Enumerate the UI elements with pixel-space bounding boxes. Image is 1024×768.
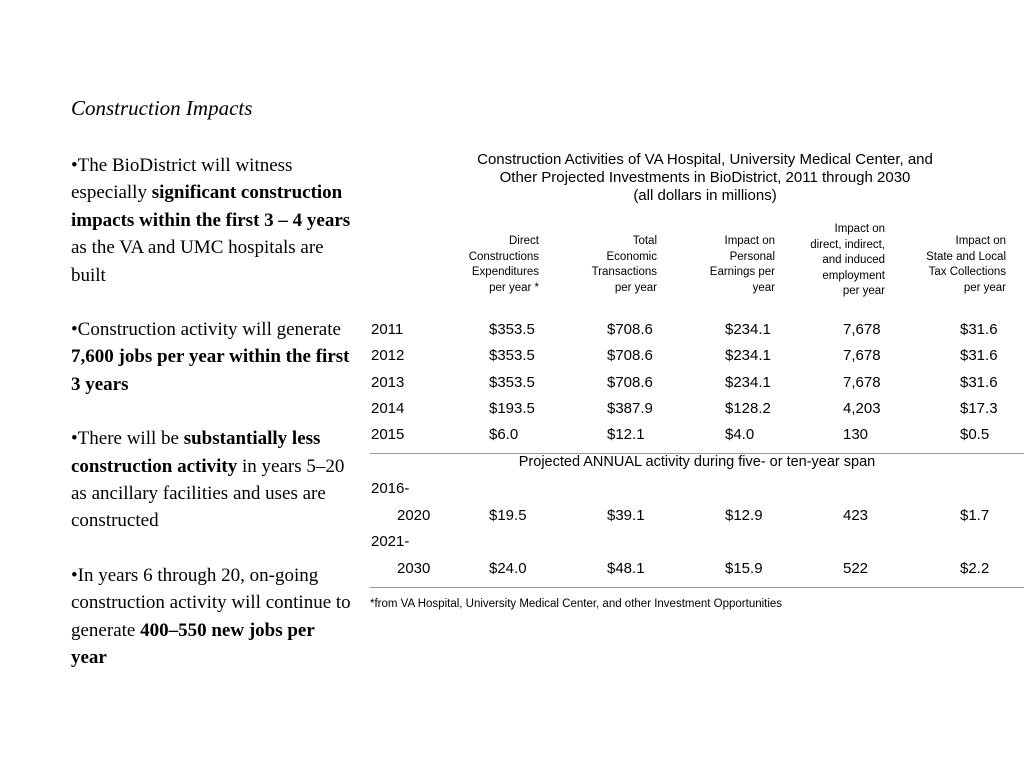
- cell-tax-collections: $31.6: [960, 374, 998, 391]
- bullet-emphasis: 400–550 new jobs per year: [71, 619, 315, 669]
- table-title: [430, 151, 980, 205]
- cell-direct-expenditures: $353.5: [489, 374, 535, 391]
- cell-personal-earnings: $12.9: [725, 507, 763, 524]
- cell-employment: 7,678: [843, 347, 881, 364]
- bullet-text: as the VA and UMC hospitals are built: [71, 237, 324, 286]
- bullet-emphasis: substantially less construction activity: [71, 428, 321, 477]
- cell-employment: 130: [843, 426, 869, 443]
- cell-personal-earnings: $234.1: [725, 347, 771, 364]
- cell-total-transactions: $708.6: [607, 321, 653, 338]
- column-header-total-transactions: Total Economic Transactions per year: [591, 235, 657, 294]
- cell-personal-earnings: $234.1: [725, 321, 771, 338]
- table-bottom-rule: [370, 587, 1024, 588]
- cell-employment: 423: [843, 507, 869, 524]
- table-footnote: *from VA Hospital, University Medical Center, and other Investment Opportunities: [370, 598, 783, 610]
- cell-personal-earnings: $15.9: [725, 560, 763, 577]
- bullet-point: [71, 152, 353, 289]
- cell-total-transactions: $48.1: [607, 560, 645, 577]
- bullet-text: •There will be: [71, 428, 184, 450]
- table-title-line: Construction Activities of VA Hospital, University Medical Center, and: [477, 151, 933, 168]
- cell-direct-expenditures: $19.5: [489, 507, 527, 524]
- cell-direct-expenditures: $193.5: [489, 400, 535, 417]
- column-header-personal-earnings: Impact on Personal Earnings per year: [709, 235, 775, 294]
- column-header-tax-collections: Impact on State and Local Tax Collections per year: [926, 235, 1006, 294]
- cell-total-transactions: $387.9: [607, 400, 653, 417]
- row-year-start: 2016-: [371, 480, 410, 497]
- cell-tax-collections: $31.6: [960, 321, 998, 338]
- cell-direct-expenditures: $353.5: [489, 347, 535, 364]
- cell-personal-earnings: $234.1: [725, 374, 771, 391]
- cell-tax-collections: $1.7: [960, 507, 990, 524]
- bullet-list: [71, 152, 353, 699]
- cell-personal-earnings: $128.2: [725, 400, 771, 417]
- cell-tax-collections: $31.6: [960, 347, 998, 364]
- row-year-end: 2030: [397, 560, 431, 577]
- cell-employment: 7,678: [843, 374, 881, 391]
- cell-direct-expenditures: $24.0: [489, 560, 527, 577]
- row-year: 2013: [371, 374, 405, 391]
- table-title-line: Other Projected Investments in BioDistrict, 2011 through 2030: [499, 169, 911, 186]
- bullet-text: •In years 6 through 20, on-going construction activity will continue to generate: [71, 564, 351, 641]
- table-title-line: (all dollars in millions): [633, 187, 777, 204]
- cell-employment: 522: [843, 560, 869, 577]
- bullet-point: [71, 425, 353, 535]
- bullet-point: [71, 316, 353, 398]
- bullet-text: in years 5–20 as ancillary facilities and uses are constructed: [71, 455, 345, 532]
- row-year-start: 2021-: [371, 533, 410, 550]
- bullet-emphasis: 7,600 jobs per year within the first 3 years: [71, 346, 350, 395]
- column-header-employment: Impact on direct, indirect, and induced employment per year: [810, 223, 885, 298]
- cell-total-transactions: $708.6: [607, 374, 653, 391]
- bullet-text: •Construction activity will generate: [71, 319, 341, 341]
- row-year: 2014: [371, 400, 405, 417]
- cell-employment: 4,203: [843, 400, 881, 417]
- cell-direct-expenditures: $353.5: [489, 321, 535, 338]
- row-year-end: 2020: [397, 507, 431, 524]
- column-header-direct-expenditures: Direct Constructions Expenditures per year *: [468, 235, 539, 294]
- cell-employment: 7,678: [843, 321, 881, 338]
- cell-tax-collections: $17.3: [960, 400, 998, 417]
- cell-total-transactions: $12.1: [607, 426, 645, 443]
- cell-tax-collections: $0.5: [960, 426, 990, 443]
- cell-total-transactions: $39.1: [607, 507, 645, 524]
- cell-direct-expenditures: $6.0: [489, 426, 519, 443]
- row-year: 2012: [371, 347, 405, 364]
- cell-total-transactions: $708.6: [607, 347, 653, 364]
- slide-heading: Construction Impacts: [71, 96, 253, 120]
- bullet-point: [71, 562, 353, 672]
- row-year: 2015: [371, 426, 405, 443]
- bullet-emphasis: significant construction impacts within the first 3 – 4 years: [71, 182, 351, 231]
- span-section-label: Projected ANNUAL activity during five- or ten-year span: [518, 454, 876, 470]
- cell-personal-earnings: $4.0: [725, 426, 755, 443]
- cell-tax-collections: $2.2: [960, 560, 990, 577]
- bullet-text: •The BioDistrict will witness especially: [71, 155, 293, 204]
- row-year: 2011: [371, 321, 404, 338]
